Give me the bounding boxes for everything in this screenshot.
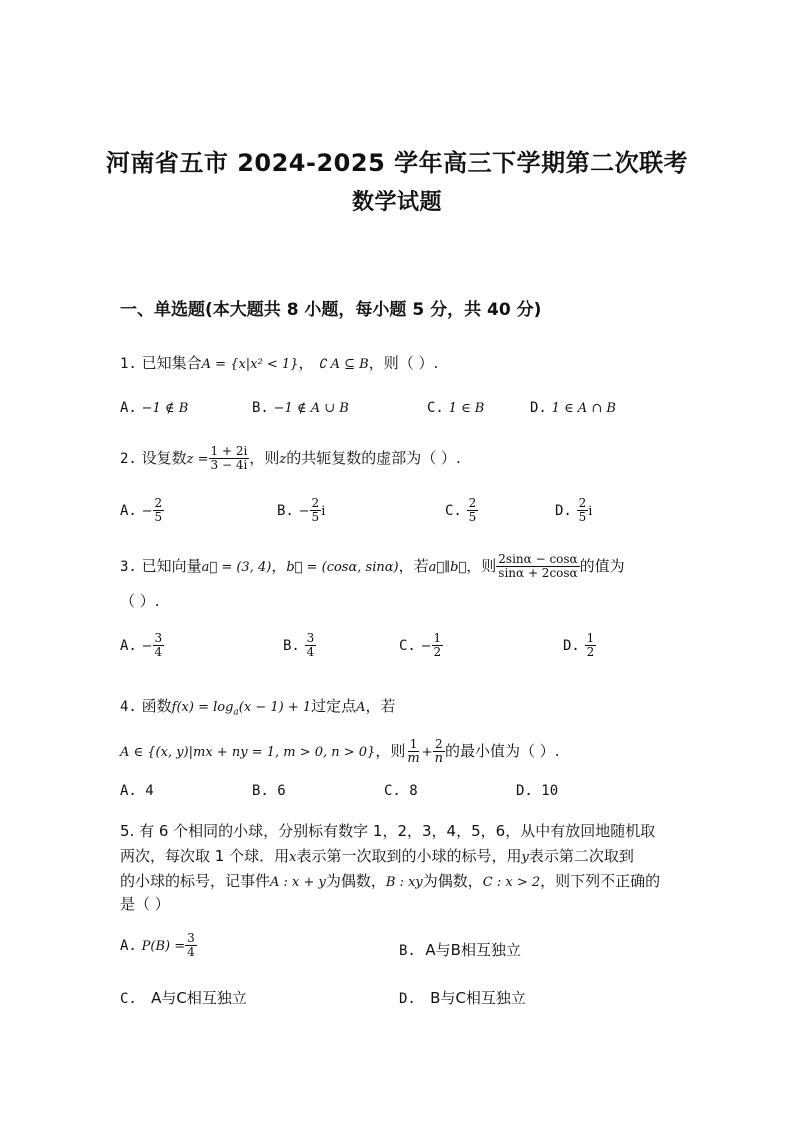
denominator: sinα + 2cosα (498, 566, 578, 580)
question-5-line3 (120, 870, 660, 891)
question-2 (120, 445, 461, 472)
sign: − (141, 504, 153, 519)
option-text: A与C相互独立 (151, 989, 247, 1007)
option-2b[interactable] (277, 497, 325, 524)
option-label: C. (427, 400, 444, 416)
option-2d[interactable] (555, 497, 592, 524)
question-5-line1: 5. 有 6 个相同的小球，分别标有数字 1，2，3，4，5，6，从中有放回地随机取 (120, 822, 656, 840)
math-expr: f(x) = log (171, 700, 234, 715)
option-text: B与C相互独立 (430, 989, 526, 1007)
math-var: x (289, 850, 297, 865)
numerator: 1 (433, 631, 442, 645)
option-2a[interactable] (120, 497, 164, 524)
option-text: A与B相互独立 (425, 941, 521, 959)
option-text: P(B) = (141, 939, 186, 954)
denominator: 5 (154, 510, 163, 524)
punct: ， (271, 557, 287, 575)
question-text: 的最小值为（ ）. (444, 742, 560, 760)
numerator: 3 (187, 931, 195, 945)
option-label: B. (399, 943, 416, 959)
operator: + (421, 745, 433, 760)
fraction (209, 445, 250, 472)
fraction (405, 738, 421, 765)
question-3 (120, 553, 625, 580)
math-set: A ∈ {(x, y)|mx + ny = 1, m > 0, n > 0} (120, 745, 376, 760)
numerator: 2 (468, 496, 477, 510)
denominator: 4 (154, 645, 163, 659)
fraction (153, 497, 165, 524)
question-text: 已知向量 (141, 557, 202, 575)
option-text: 1 ∈ B (448, 401, 485, 416)
option-label: A. (120, 400, 137, 416)
question-number: 1. (120, 356, 137, 372)
question-text: 表示第一次取到的小球的标号，用 (296, 847, 522, 865)
option-label: A. (120, 503, 137, 519)
exam-subtitle: 数学试题 (351, 190, 442, 215)
math-expr: z = (186, 452, 209, 467)
option-text: −1 ∉ B (141, 401, 189, 416)
option-3a[interactable] (120, 632, 164, 659)
option-1c[interactable] (427, 398, 484, 416)
denominator: 4 (306, 645, 315, 659)
question-text: 表示第二次取到 (528, 847, 634, 865)
question-text: ，若 (398, 557, 429, 575)
fraction (432, 632, 444, 659)
option-label: D. (399, 991, 416, 1007)
event-c: C : x > 2 (482, 875, 541, 890)
fraction (310, 497, 322, 524)
option-label: D. (516, 783, 533, 799)
numerator: 1 + 2i (210, 444, 248, 458)
math-var: z (279, 452, 287, 467)
option-4a[interactable] (120, 783, 154, 799)
option-text: 8 (409, 783, 418, 799)
numerator: 1 (409, 737, 418, 751)
option-5c[interactable] (120, 987, 247, 1008)
fraction (496, 553, 579, 580)
question-text: 已知集合 (141, 354, 202, 372)
math-expr: ∁ A ⊆ B (318, 357, 369, 372)
exam-title: 河南省五市 2024-2025 学年高三下学期第二次联考 (105, 149, 689, 177)
denominator: 4 (187, 945, 195, 959)
suffix: i (321, 504, 326, 519)
question-text: 的值为 (579, 557, 625, 575)
sign: − (141, 639, 153, 654)
denominator: n (434, 751, 443, 766)
denominator: 5 (468, 510, 477, 524)
option-text: 4 (145, 783, 154, 799)
option-text: −1 ∉ A ∪ B (273, 401, 349, 416)
question-1 (120, 352, 438, 373)
option-label: C. (399, 638, 416, 654)
numerator: 1 (586, 631, 595, 645)
option-label: B. (277, 503, 294, 519)
question-4 (120, 695, 396, 718)
question-text: 的小球的标号，记事件 (120, 872, 271, 890)
fraction (577, 497, 589, 524)
option-4b[interactable] (252, 783, 286, 799)
event-a: A : x + y (270, 875, 326, 890)
question-4-line2 (120, 738, 560, 765)
question-text: 函数 (141, 697, 172, 715)
denominator: 2 (433, 645, 442, 659)
math-vector-a: a⃗ = (3, 4) (201, 560, 272, 575)
option-1d[interactable] (530, 398, 616, 416)
fraction (467, 497, 479, 524)
option-5b[interactable] (399, 939, 521, 960)
denominator: m (407, 751, 420, 766)
option-1a[interactable] (120, 398, 188, 416)
option-5a[interactable] (120, 932, 197, 959)
event-b: B : xy (385, 875, 423, 890)
option-label: C. (445, 503, 462, 519)
math-var: y (521, 850, 529, 865)
question-text: 为偶数， (422, 872, 483, 890)
question-text: ，则 (375, 742, 406, 760)
numerator: 2 (311, 496, 320, 510)
question-number: 4. (120, 699, 137, 715)
numerator: 3 (306, 631, 315, 645)
question-text: ，若 (365, 697, 396, 715)
math-vector-b: b⃗ = (cosα, sinα) (286, 560, 399, 575)
fraction (305, 632, 317, 659)
question-text: 两次，每次取 1 个球．用 (120, 847, 290, 865)
option-label: C. (384, 783, 401, 799)
denominator: 5 (578, 510, 587, 524)
log-base: a (233, 707, 239, 718)
option-3d[interactable] (563, 632, 596, 659)
option-5d[interactable] (399, 987, 526, 1008)
fraction (433, 738, 445, 765)
question-text: 过定点 (311, 697, 357, 715)
punct: ， (298, 354, 314, 372)
numerator: 2 (578, 496, 587, 510)
option-2c[interactable] (445, 497, 478, 524)
option-label: A. (120, 938, 137, 954)
sign: − (298, 504, 310, 519)
math-var: A (356, 700, 366, 715)
option-3b[interactable] (283, 632, 316, 659)
option-text: 6 (277, 783, 286, 799)
option-text: 1 ∈ A ∩ B (551, 401, 616, 416)
option-label: A. (120, 638, 137, 654)
question-text: 设复数 (141, 449, 187, 467)
math-set-a: A = {x|x² < 1} (201, 357, 299, 372)
math-function (171, 700, 312, 718)
question-number: 2. (120, 451, 137, 467)
fraction (153, 632, 165, 659)
option-label: B. (252, 400, 269, 416)
option-4d[interactable] (516, 783, 558, 799)
question-text: 的共轭复数的虚部为（ ）. (286, 449, 461, 467)
question-text: ，则 (466, 557, 497, 575)
option-label: C. (120, 991, 137, 1007)
option-text: 10 (541, 783, 559, 799)
numerator: 2sinα − cosα (498, 552, 578, 566)
option-4c[interactable] (384, 783, 418, 799)
option-1b[interactable] (252, 398, 349, 416)
option-label: D. (555, 503, 572, 519)
denominator: 3 − 4i (210, 458, 248, 472)
option-label: B. (252, 783, 269, 799)
question-text: ，则 (249, 449, 280, 467)
option-label: A. (120, 783, 137, 799)
option-label: D. (563, 638, 580, 654)
suffix: i (588, 504, 593, 519)
option-3c[interactable] (399, 632, 443, 659)
section-heading: 一、单选题(本大题共 8 小题，每小题 5 分，共 40 分) (120, 300, 542, 320)
question-number: 3. (120, 559, 137, 575)
question-5-line4: 是（ ） (120, 895, 170, 913)
question-3-line2: （ ）. (120, 592, 160, 610)
question-text: ，则（ ）. (368, 354, 439, 372)
denominator: 5 (311, 510, 320, 524)
math-expr: (x − 1) + 1 (238, 700, 312, 715)
option-label: B. (283, 638, 300, 654)
numerator: 2 (434, 737, 443, 751)
question-5-line2 (120, 845, 634, 866)
question-text: ，则下列不正确的 (540, 872, 661, 890)
math-condition (318, 357, 369, 372)
numerator: 2 (154, 496, 163, 510)
fraction (585, 632, 597, 659)
question-text: 为偶数， (325, 872, 386, 890)
fraction (185, 932, 197, 959)
option-label: D. (530, 400, 547, 416)
math-expr: a⃗∥b⃗ (428, 560, 467, 575)
denominator: 2 (586, 645, 595, 659)
sign: − (420, 639, 432, 654)
numerator: 3 (154, 631, 163, 645)
